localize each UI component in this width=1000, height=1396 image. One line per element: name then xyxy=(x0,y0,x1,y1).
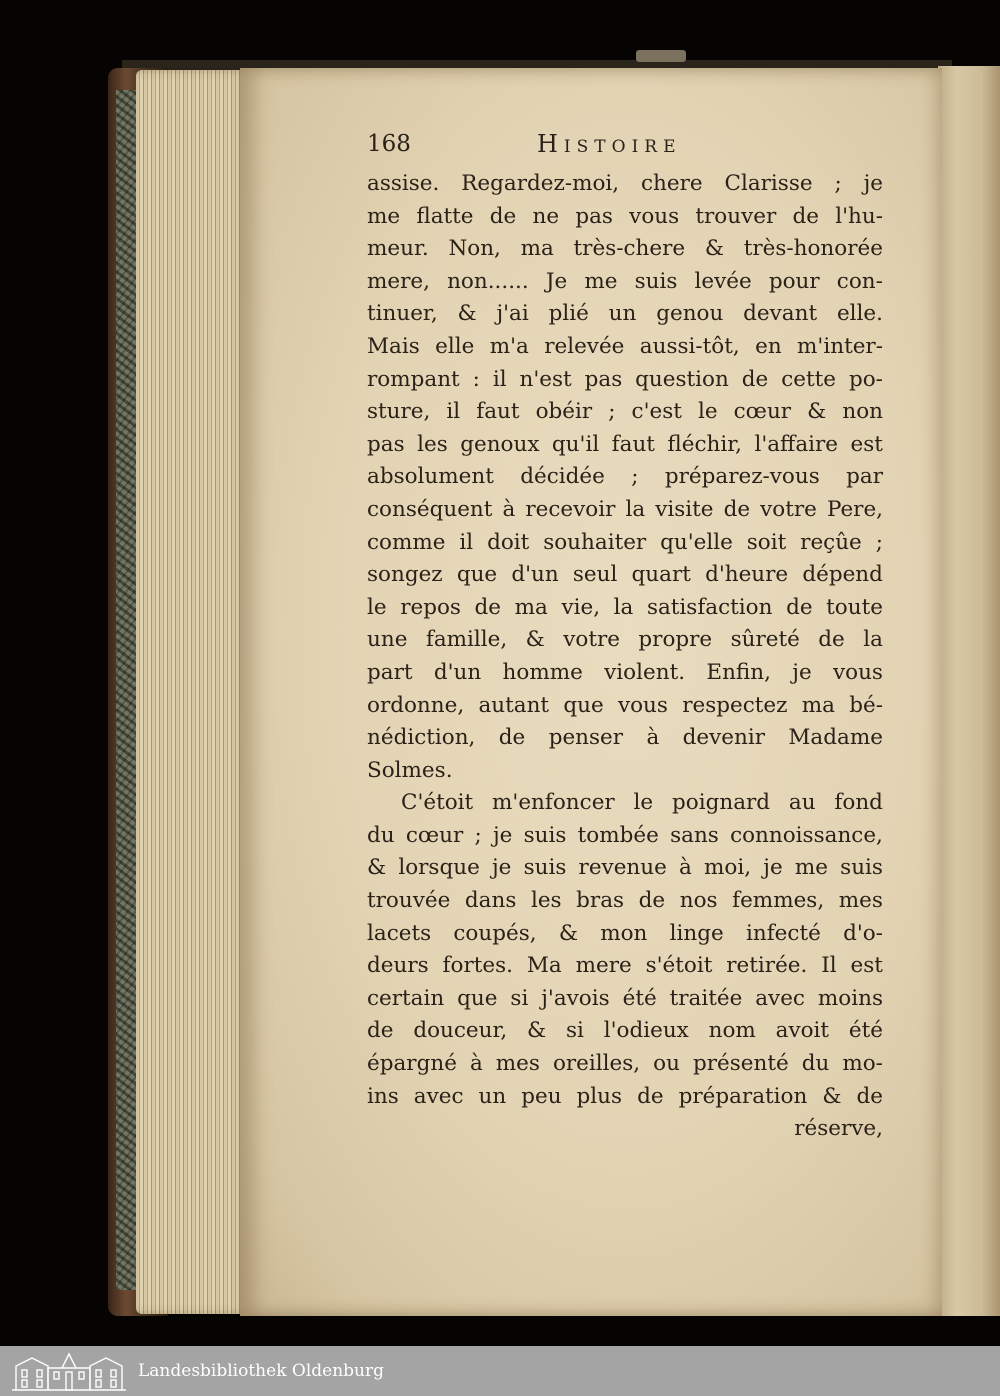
text-line: absolument décidée ; préparez-vous par xyxy=(367,464,883,490)
text-line: deurs fortes. Ma mere s'étoit retirée. Il est xyxy=(367,953,883,979)
text-line: comme il doit souhaiter qu'elle soit reçûe ; xyxy=(367,529,883,555)
footer-bar xyxy=(0,1346,1000,1396)
text-line: mere, non...... Je me suis levée pour con- xyxy=(367,268,883,294)
text-line: le repos de ma vie, la satisfaction de toute xyxy=(367,594,883,620)
text-line: ordonne, autant que vous respectez ma bé- xyxy=(367,692,883,718)
text-line: sture, il faut obéir ; c'est le cœur & non xyxy=(367,399,883,425)
catchword-line xyxy=(367,1113,883,1146)
text-line: me flatte de ne pas vous trouver de l'hu- xyxy=(367,203,883,229)
text-line: de douceur, & si l'odieux nom avoit été xyxy=(367,1018,883,1044)
text-line: conséquent à recevoir la visite de votre Pere, xyxy=(367,496,883,522)
text-line: épargné à mes oreilles, ou présenté du mo- xyxy=(367,1051,883,1077)
text-line: rompant : il n'est pas question de cette po- xyxy=(367,366,883,392)
text-line: certain que si j'avois été traitée avec moins xyxy=(367,985,883,1011)
facing-page-edge xyxy=(938,66,1000,1316)
text-line: nédiction, de penser à devenir Madame xyxy=(367,725,883,751)
page-edges xyxy=(136,70,248,1314)
text-line: Mais elle m'a relevée aussi-tôt, en m'inter- xyxy=(367,333,883,359)
marbled-cover-edge xyxy=(116,90,138,1290)
text-line: tinuer, & j'ai plié un genou devant elle. xyxy=(367,301,883,327)
running-head xyxy=(367,128,883,168)
library-name: Landesbibliothek Oldenburg xyxy=(138,1361,385,1381)
page-number: 168 xyxy=(367,131,411,157)
book-clasp xyxy=(636,50,686,62)
library-building-icon xyxy=(10,1350,128,1392)
text-line: part d'un homme violent. Enfin, je vous xyxy=(367,659,883,685)
text-line: assise. Regardez-moi, chere Clarisse ; je xyxy=(367,171,883,196)
text-line: songez que d'un seul quart d'heure dépend xyxy=(367,562,883,588)
text-line: & lorsque je suis revenue à moi, je me suis xyxy=(367,855,883,881)
text-line: du cœur ; je suis tombée sans connoissance, xyxy=(367,822,883,848)
text-line: pas les genoux qu'il faut fléchir, l'affaire est xyxy=(367,431,883,457)
catchword: réserve, xyxy=(794,1116,883,1142)
text-line: lacets coupés, & mon linge infecté d'o- xyxy=(367,920,883,946)
text-line: C'étoit m'enfoncer le poignard au fond xyxy=(401,790,883,816)
page-text xyxy=(367,128,883,1146)
running-title: Histoire xyxy=(537,130,682,158)
text-lines xyxy=(367,168,883,1113)
text-line: trouvée dans les bras de nos femmes, mes xyxy=(367,888,883,914)
text-line: une famille, & votre propre sûreté de la xyxy=(367,627,883,653)
text-line: Solmes. xyxy=(367,757,453,783)
text-line: ins avec un peu plus de préparation & de xyxy=(367,1083,883,1109)
text-line: meur. Non, ma très-chere & très-honorée xyxy=(367,236,883,262)
